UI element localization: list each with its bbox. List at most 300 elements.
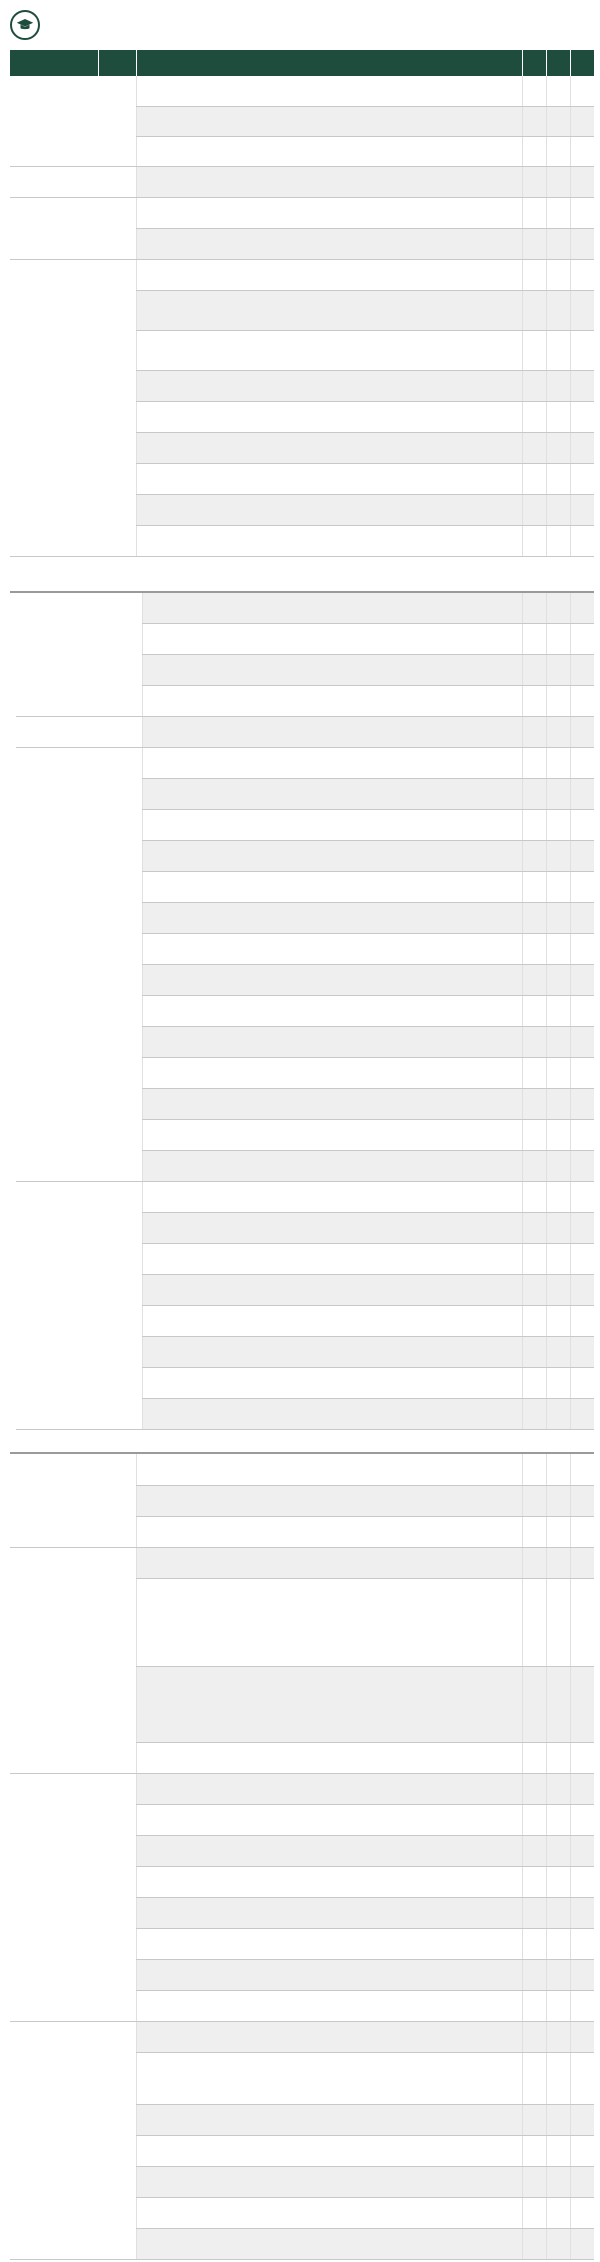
header-category	[98, 50, 136, 76]
table-row	[10, 197, 594, 228]
department-cell	[142, 965, 522, 996]
year-2-mark	[546, 841, 570, 872]
year-3-mark	[570, 1368, 594, 1399]
year-2-mark	[546, 290, 570, 330]
year-3-mark	[570, 525, 594, 556]
table-row	[10, 2021, 594, 2052]
year-1-mark	[522, 903, 546, 934]
year-3-mark	[570, 841, 594, 872]
department-cell	[142, 934, 522, 965]
year-2-mark	[546, 1275, 570, 1306]
department-cell	[136, 370, 522, 401]
header-year-1	[522, 50, 546, 76]
year-3-mark	[570, 1454, 594, 1485]
table-row	[10, 1454, 594, 1485]
year-2-mark	[546, 76, 570, 106]
year-2-mark	[546, 494, 570, 525]
year-1-mark	[522, 1547, 546, 1578]
year-1-mark	[522, 1337, 546, 1368]
year-1-mark	[522, 1306, 546, 1337]
department-cell	[136, 1990, 522, 2021]
year-2-mark	[546, 2228, 570, 2259]
year-1-mark	[522, 76, 546, 106]
category-cell	[98, 259, 136, 556]
college-name	[10, 1454, 98, 1547]
category-cell	[98, 166, 136, 197]
year-1-mark	[522, 1213, 546, 1244]
year-2-mark	[546, 2052, 570, 2104]
year-3-mark	[570, 1058, 594, 1089]
year-3-mark	[570, 2021, 594, 2052]
year-2-mark	[546, 401, 570, 432]
year-2-mark	[546, 965, 570, 996]
category-cell	[104, 748, 142, 1182]
year-1-mark	[522, 1990, 546, 2021]
year-3-mark	[570, 1804, 594, 1835]
year-1-mark	[522, 330, 546, 370]
department-cell	[136, 2197, 522, 2228]
year-2-mark	[546, 1244, 570, 1275]
year-1-mark	[522, 1959, 546, 1990]
year-1-mark	[522, 136, 546, 166]
year-3-mark	[570, 810, 594, 841]
year-1-mark	[522, 2052, 546, 2104]
year-3-mark	[570, 1928, 594, 1959]
department-cell	[142, 810, 522, 841]
header-unit	[136, 50, 522, 76]
department-cell	[136, 1928, 522, 1959]
year-2-mark	[546, 1835, 570, 1866]
category-cell	[104, 593, 142, 717]
year-2-mark	[546, 463, 570, 494]
year-2-mark	[546, 1804, 570, 1835]
header-year-3	[570, 50, 594, 76]
year-3-mark	[570, 106, 594, 136]
department-cell	[142, 1399, 522, 1430]
department-cell	[136, 1578, 522, 1666]
year-1-mark	[522, 934, 546, 965]
year-3-mark	[570, 779, 594, 810]
year-3-mark	[570, 1897, 594, 1928]
year-1-mark	[522, 717, 546, 748]
year-2-mark	[546, 934, 570, 965]
table-row	[16, 748, 594, 779]
year-3-mark	[570, 1547, 594, 1578]
department-cell	[136, 1547, 522, 1578]
year-2-mark	[546, 1485, 570, 1516]
year-1-mark	[522, 1773, 546, 1804]
year-2-mark	[546, 1866, 570, 1897]
year-3-mark	[570, 1027, 594, 1058]
year-1-mark	[522, 1454, 546, 1485]
department-cell	[136, 136, 522, 166]
year-1-mark	[522, 655, 546, 686]
year-3-mark	[570, 1306, 594, 1337]
table-row	[10, 166, 594, 197]
year-3-mark	[570, 76, 594, 106]
department-cell	[136, 2228, 522, 2259]
graduation-cap-icon	[10, 10, 40, 40]
college-name	[16, 1182, 104, 1430]
year-3-mark	[570, 2228, 594, 2259]
year-2-mark	[546, 1368, 570, 1399]
department-cell	[136, 525, 522, 556]
department-cell	[142, 1182, 522, 1213]
department-cell	[136, 1485, 522, 1516]
department-cell	[136, 1516, 522, 1547]
year-3-mark	[570, 290, 594, 330]
year-1-mark	[522, 1120, 546, 1151]
year-3-mark	[570, 330, 594, 370]
year-1-mark	[522, 401, 546, 432]
year-1-mark	[522, 1516, 546, 1547]
year-2-mark	[546, 624, 570, 655]
year-3-mark	[570, 1666, 594, 1742]
year-3-mark	[570, 903, 594, 934]
year-1-mark	[522, 593, 546, 624]
year-3-mark	[570, 1742, 594, 1773]
spacer	[0, 557, 600, 591]
year-2-mark	[546, 1213, 570, 1244]
department-cell	[142, 1151, 522, 1182]
year-2-mark	[546, 1454, 570, 1485]
department-cell	[136, 1959, 522, 1990]
year-1-mark	[522, 290, 546, 330]
year-2-mark	[546, 686, 570, 717]
department-cell	[136, 2052, 522, 2104]
department-cell	[136, 1897, 522, 1928]
year-2-mark	[546, 810, 570, 841]
category-cell	[104, 717, 142, 748]
category-cell	[98, 197, 136, 259]
year-1-mark	[522, 996, 546, 1027]
year-1-mark	[522, 1399, 546, 1430]
college-name	[16, 593, 104, 717]
year-2-mark	[546, 1027, 570, 1058]
year-2-mark	[546, 228, 570, 259]
table-row	[16, 717, 594, 748]
year-3-mark	[570, 1275, 594, 1306]
year-2-mark	[546, 872, 570, 903]
year-3-mark	[570, 370, 594, 401]
department-cell	[142, 624, 522, 655]
year-1-mark	[522, 1866, 546, 1897]
year-3-mark	[570, 655, 594, 686]
category-cell	[98, 76, 136, 166]
college-name	[10, 1773, 98, 2021]
year-2-mark	[546, 1666, 570, 1742]
year-1-mark	[522, 1089, 546, 1120]
year-2-mark	[546, 1959, 570, 1990]
year-1-mark	[522, 2166, 546, 2197]
year-2-mark	[546, 370, 570, 401]
category-cell	[98, 2021, 136, 2259]
department-cell	[142, 593, 522, 624]
year-3-mark	[570, 1337, 594, 1368]
category-cell	[104, 1182, 142, 1430]
table-header	[10, 50, 594, 76]
year-1-mark	[522, 432, 546, 463]
year-1-mark	[522, 525, 546, 556]
year-3-mark	[570, 996, 594, 1027]
year-2-mark	[546, 525, 570, 556]
department-cell	[136, 1804, 522, 1835]
admissions-table-part-2	[16, 593, 594, 1431]
college-name	[10, 76, 98, 166]
year-3-mark	[570, 2197, 594, 2228]
department-cell	[136, 2021, 522, 2052]
department-cell	[136, 2135, 522, 2166]
department-cell	[142, 841, 522, 872]
category-cell	[98, 1454, 136, 1547]
table-row	[10, 1773, 594, 1804]
year-1-mark	[522, 1897, 546, 1928]
year-3-mark	[570, 1773, 594, 1804]
department-cell	[136, 290, 522, 330]
year-3-mark	[570, 2135, 594, 2166]
year-2-mark	[546, 996, 570, 1027]
year-1-mark	[522, 228, 546, 259]
year-1-mark	[522, 1027, 546, 1058]
year-1-mark	[522, 463, 546, 494]
year-2-mark	[546, 2135, 570, 2166]
year-1-mark	[522, 1151, 546, 1182]
department-cell	[142, 686, 522, 717]
department-cell	[142, 903, 522, 934]
year-1-mark	[522, 810, 546, 841]
year-1-mark	[522, 965, 546, 996]
year-2-mark	[546, 259, 570, 290]
year-3-mark	[570, 1399, 594, 1430]
year-3-mark	[570, 136, 594, 166]
year-3-mark	[570, 259, 594, 290]
department-cell	[136, 106, 522, 136]
category-cell	[98, 1547, 136, 1773]
year-3-mark	[570, 1120, 594, 1151]
year-1-mark	[522, 1244, 546, 1275]
year-2-mark	[546, 432, 570, 463]
department-cell	[142, 748, 522, 779]
admissions-table-part-3	[10, 1454, 594, 2260]
college-name	[10, 1547, 98, 1773]
department-cell	[136, 166, 522, 197]
year-3-mark	[570, 228, 594, 259]
table-row	[10, 259, 594, 290]
department-cell	[136, 1454, 522, 1485]
department-cell	[142, 1089, 522, 1120]
year-1-mark	[522, 166, 546, 197]
department-cell	[136, 2104, 522, 2135]
header-university	[10, 50, 98, 76]
year-1-mark	[522, 259, 546, 290]
year-2-mark	[546, 166, 570, 197]
year-1-mark	[522, 748, 546, 779]
year-3-mark	[570, 166, 594, 197]
department-cell	[136, 2166, 522, 2197]
year-2-mark	[546, 1151, 570, 1182]
year-3-mark	[570, 2166, 594, 2197]
year-1-mark	[522, 2104, 546, 2135]
admissions-table-part-1	[10, 50, 594, 557]
year-3-mark	[570, 1213, 594, 1244]
year-1-mark	[522, 1666, 546, 1742]
year-1-mark	[522, 1182, 546, 1213]
year-1-mark	[522, 2197, 546, 2228]
department-cell	[136, 197, 522, 228]
year-1-mark	[522, 686, 546, 717]
year-3-mark	[570, 1578, 594, 1666]
year-1-mark	[522, 1485, 546, 1516]
year-2-mark	[546, 1306, 570, 1337]
year-2-mark	[546, 1337, 570, 1368]
year-2-mark	[546, 1058, 570, 1089]
department-cell	[142, 1027, 522, 1058]
table-row	[10, 76, 594, 106]
college-name	[10, 166, 98, 197]
year-3-mark	[570, 748, 594, 779]
department-cell	[142, 1368, 522, 1399]
year-3-mark	[570, 1959, 594, 1990]
year-1-mark	[522, 1368, 546, 1399]
department-cell	[142, 1337, 522, 1368]
year-3-mark	[570, 463, 594, 494]
department-cell	[136, 1666, 522, 1742]
year-1-mark	[522, 370, 546, 401]
year-1-mark	[522, 2135, 546, 2166]
year-2-mark	[546, 2166, 570, 2197]
year-3-mark	[570, 1182, 594, 1213]
year-1-mark	[522, 1804, 546, 1835]
year-3-mark	[570, 1089, 594, 1120]
college-name	[10, 197, 98, 259]
year-2-mark	[546, 197, 570, 228]
department-cell	[142, 1275, 522, 1306]
year-3-mark	[570, 1485, 594, 1516]
year-1-mark	[522, 1835, 546, 1866]
year-2-mark	[546, 593, 570, 624]
year-2-mark	[546, 1773, 570, 1804]
year-2-mark	[546, 2104, 570, 2135]
year-1-mark	[522, 494, 546, 525]
year-3-mark	[570, 2104, 594, 2135]
year-2-mark	[546, 717, 570, 748]
table-row	[16, 1182, 594, 1213]
department-cell	[142, 779, 522, 810]
year-1-mark	[522, 872, 546, 903]
year-3-mark	[570, 686, 594, 717]
department-cell	[142, 1058, 522, 1089]
year-2-mark	[546, 1120, 570, 1151]
department-cell	[136, 259, 522, 290]
department-cell	[142, 717, 522, 748]
department-cell	[142, 655, 522, 686]
table-row	[16, 593, 594, 624]
department-cell	[136, 76, 522, 106]
year-3-mark	[570, 1835, 594, 1866]
year-1-mark	[522, 1275, 546, 1306]
year-2-mark	[546, 330, 570, 370]
department-cell	[142, 1213, 522, 1244]
year-2-mark	[546, 1928, 570, 1959]
department-cell	[136, 401, 522, 432]
department-cell	[142, 1120, 522, 1151]
year-1-mark	[522, 106, 546, 136]
title-bar	[0, 0, 600, 50]
year-2-mark	[546, 1578, 570, 1666]
department-cell	[136, 1835, 522, 1866]
department-cell	[142, 872, 522, 903]
department-cell	[136, 1773, 522, 1804]
year-3-mark	[570, 401, 594, 432]
year-3-mark	[570, 872, 594, 903]
year-3-mark	[570, 934, 594, 965]
year-2-mark	[546, 748, 570, 779]
year-2-mark	[546, 1742, 570, 1773]
college-name	[16, 717, 104, 748]
year-3-mark	[570, 624, 594, 655]
year-1-mark	[522, 2228, 546, 2259]
department-cell	[142, 1244, 522, 1275]
year-3-mark	[570, 1866, 594, 1897]
department-cell	[136, 432, 522, 463]
year-3-mark	[570, 2052, 594, 2104]
year-2-mark	[546, 1182, 570, 1213]
year-2-mark	[546, 1990, 570, 2021]
department-cell	[136, 330, 522, 370]
year-2-mark	[546, 1399, 570, 1430]
year-3-mark	[570, 965, 594, 996]
college-name	[16, 748, 104, 1182]
department-cell	[136, 494, 522, 525]
year-3-mark	[570, 1244, 594, 1275]
year-2-mark	[546, 1897, 570, 1928]
year-2-mark	[546, 779, 570, 810]
year-2-mark	[546, 2021, 570, 2052]
year-1-mark	[522, 2021, 546, 2052]
year-1-mark	[522, 1928, 546, 1959]
year-3-mark	[570, 197, 594, 228]
year-1-mark	[522, 779, 546, 810]
year-1-mark	[522, 841, 546, 872]
header-year-2	[546, 50, 570, 76]
year-1-mark	[522, 197, 546, 228]
year-2-mark	[546, 106, 570, 136]
college-name	[10, 259, 98, 556]
year-1-mark	[522, 624, 546, 655]
year-3-mark	[570, 1516, 594, 1547]
year-2-mark	[546, 655, 570, 686]
college-name	[10, 2021, 98, 2259]
year-3-mark	[570, 494, 594, 525]
table-row	[10, 1547, 594, 1578]
year-2-mark	[546, 903, 570, 934]
department-cell	[142, 996, 522, 1027]
year-3-mark	[570, 717, 594, 748]
year-2-mark	[546, 1516, 570, 1547]
year-3-mark	[570, 1151, 594, 1182]
department-cell	[136, 1866, 522, 1897]
department-cell	[136, 228, 522, 259]
department-cell	[142, 1306, 522, 1337]
year-2-mark	[546, 1547, 570, 1578]
year-2-mark	[546, 1089, 570, 1120]
spacer	[0, 1430, 600, 1452]
year-1-mark	[522, 1742, 546, 1773]
department-cell	[136, 463, 522, 494]
year-2-mark	[546, 2197, 570, 2228]
year-2-mark	[546, 136, 570, 166]
category-cell	[98, 1773, 136, 2021]
